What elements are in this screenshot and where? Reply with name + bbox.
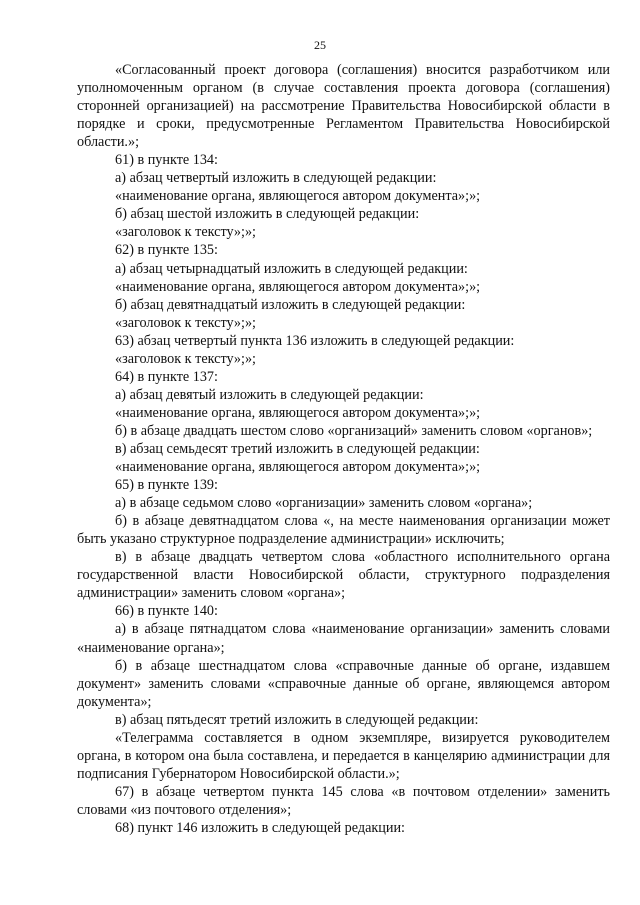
paragraph: 64) в пункте 137: (115, 368, 218, 385)
paragraph: 68) пункт 146 изложить в следующей редакции: (115, 819, 405, 836)
paragraph: «заголовок к тексту»;»; (115, 314, 256, 331)
paragraph: «наименование органа, являющегося автором документа»;»; (115, 188, 481, 205)
paragraph: б) в абзаце девятнадцатом слова «, на месте наименования организации может быть указано структурное подразделение администрации» исключить; (77, 513, 610, 548)
paragraph: «наименование органа, являющегося автором документа»;»; (115, 278, 481, 295)
paragraph: в) абзац семьдесят третий изложить в следующей редакции: (115, 440, 480, 457)
page-number: 25 (314, 38, 326, 52)
paragraph: 61) в пункте 134: (115, 152, 218, 169)
paragraph: «наименование органа, являющегося автором документа»;»; (115, 459, 481, 476)
paragraph: в) в абзаце двадцать четвертом слова «областного исполнительного органа государственной власти Новосибирской области, структурного подразделения администрации» заменить словом «органа»; (77, 549, 610, 602)
paragraph: а) абзац четвертый изложить в следующей редакции: (115, 170, 437, 187)
paragraph: а) в абзаце седьмом слово «организации» заменить словом «органа»; (115, 495, 533, 512)
paragraph: а) абзац девятый изложить в следующей редакции: (115, 386, 424, 403)
paragraph: 63) абзац четвертый пункта 136 изложить в следующей редакции: (115, 332, 515, 349)
paragraph: «наименование органа, являющегося автором документа»;»; (115, 404, 481, 421)
paragraph: «Согласованный проект договора (соглашения) вносится разработчиком или уполномоченным органом (в случае составления проекта договора (соглашения) сторонней организацией) на рассмотрение Правительства Новосибирской области в порядке и сроки, предусмотренные Регламентом Правительства Новосибирской области.»; (77, 62, 610, 151)
document-body (77, 61, 610, 837)
paragraph: б) абзац шестой изложить в следующей редакции: (115, 206, 420, 223)
paragraph: б) абзац девятнадцатый изложить в следующей редакции: (115, 296, 466, 313)
paragraph: 66) в пункте 140: (115, 603, 218, 620)
paragraph: «заголовок к тексту»;»; (115, 224, 256, 241)
paragraph: а) абзац четырнадцатый изложить в следующей редакции: (115, 260, 468, 277)
paragraph: 65) в пункте 139: (115, 477, 218, 494)
paragraph: «заголовок к тексту»;»; (115, 350, 256, 367)
paragraph: б) в абзаце двадцать шестом слово «организаций» заменить словом «органов»; (115, 422, 593, 439)
paragraph: а) в абзаце пятнадцатом слова «наименование организации» заменить словами «наименование органа»; (77, 621, 610, 656)
paragraph: «Телеграмма составляется в одном экземпляре, визируется руководителем органа, в котором она была составлена, и передается в канцелярию администрации для подписания Губернатором Новосибирской области.»; (77, 729, 610, 782)
paragraph: 67) в абзаце четвертом пункта 145 слова «в почтовом отделении» заменить словами «из почтового отделения»; (77, 783, 610, 818)
paragraph: 62) в пункте 135: (115, 242, 218, 259)
paragraph: в) абзац пятьдесят третий изложить в следующей редакции: (115, 711, 479, 728)
paragraph: б) в абзаце шестнадцатом слова «справочные данные об органе, издавшем документ» заменить словами «справочные данные об органе, являющемся автором документа»; (77, 657, 610, 710)
